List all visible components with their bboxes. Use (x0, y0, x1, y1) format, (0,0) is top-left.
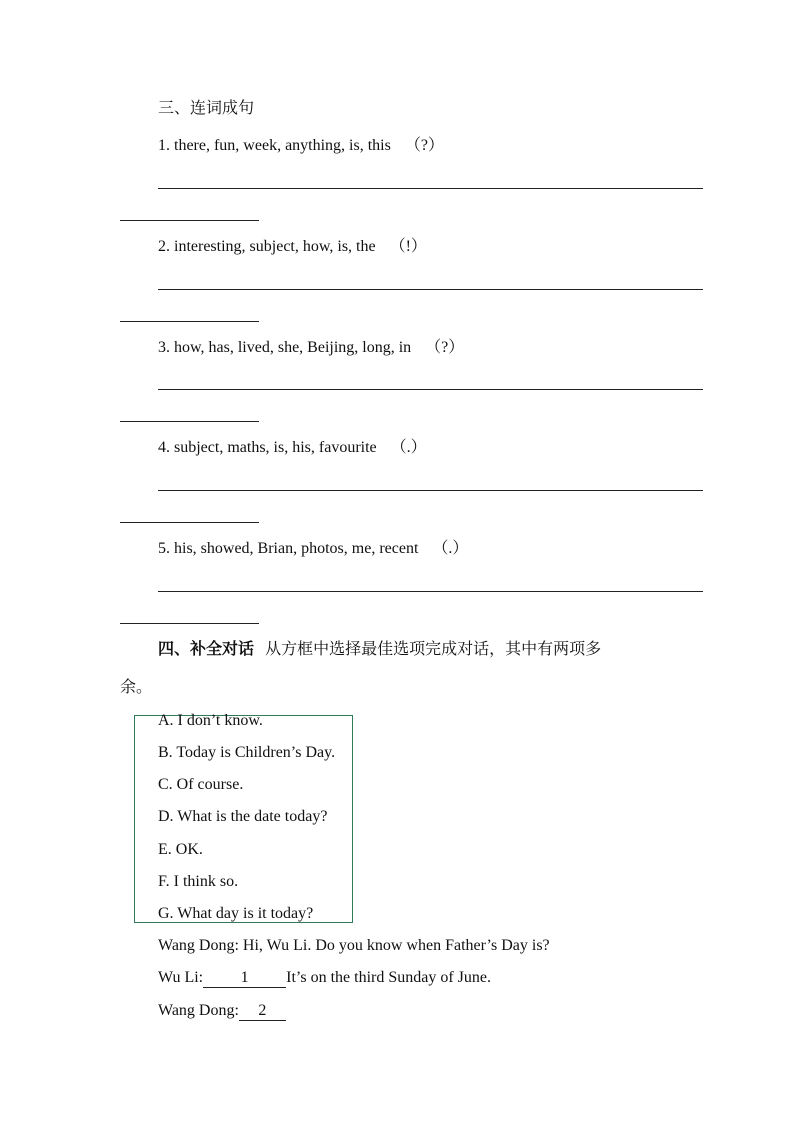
question-punct: （?） (425, 339, 465, 356)
option-c: C. Of course. (158, 776, 244, 793)
answer-line-cont[interactable] (120, 321, 259, 322)
question-text: 1. there, fun, week, anything, is, this (158, 137, 391, 154)
speaker: Wu Li: (158, 969, 204, 986)
question-text: 2. interesting, subject, how, is, the (158, 238, 376, 255)
answer-line-cont[interactable] (120, 623, 259, 624)
option-e: E. OK. (158, 841, 203, 858)
section-4-instruction-cont: 余。 (120, 677, 153, 696)
option-b: B. Today is Children’s Day. (158, 744, 336, 761)
option-a: A. I don’t know. (158, 712, 263, 729)
answer-blank-1[interactable]: 1 (203, 969, 286, 988)
answer-line[interactable] (158, 188, 703, 189)
answer-line[interactable] (158, 389, 703, 390)
speaker: Wang Dong: (158, 1002, 239, 1019)
question-punct: （!） (389, 238, 427, 255)
section-4-heading (158, 639, 601, 659)
answer-line-cont[interactable] (120, 522, 259, 523)
dialogue-line-2 (158, 968, 491, 988)
question-1 (158, 136, 444, 156)
answer-line[interactable] (158, 289, 703, 290)
dialogue-text: It’s on the third Sunday of June. (286, 969, 491, 986)
dialogue-line-1 (158, 936, 550, 956)
answer-line[interactable] (158, 591, 703, 592)
answer-line-cont[interactable] (120, 220, 259, 221)
section-3-title: 三、连词成句 (158, 98, 255, 117)
question-text: 3. how, has, lived, she, Beijing, long, in (158, 339, 412, 356)
question-5 (158, 539, 468, 559)
answer-line-cont[interactable] (120, 421, 259, 422)
question-punct: （.） (432, 540, 469, 557)
option-d: D. What is the date today? (158, 808, 328, 825)
question-4 (158, 438, 427, 458)
dialogue-line-3 (158, 1001, 286, 1021)
answer-line[interactable] (158, 490, 703, 491)
question-punct: （?） (404, 137, 444, 154)
question-punct: （.） (390, 439, 427, 456)
option-g: G. What day is it today? (158, 905, 314, 922)
question-text: 5. his, showed, Brian, photos, me, recent (158, 540, 419, 557)
question-3 (158, 338, 464, 358)
answer-blank-2[interactable]: 2 (239, 1002, 286, 1021)
dialogue-text: Hi, Wu Li. Do you know when Father’s Day is? (242, 937, 550, 954)
speaker: Wang Dong: (158, 937, 239, 954)
question-text: 4. subject, maths, is, his, favourite (158, 439, 377, 456)
option-f: F. I think so. (158, 873, 239, 890)
question-2 (158, 237, 427, 257)
section-4-instruction: 从方框中选择最佳选项完成对话，其中有两项多 (265, 639, 602, 658)
section-4-title: 四、补全对话 (158, 639, 255, 658)
